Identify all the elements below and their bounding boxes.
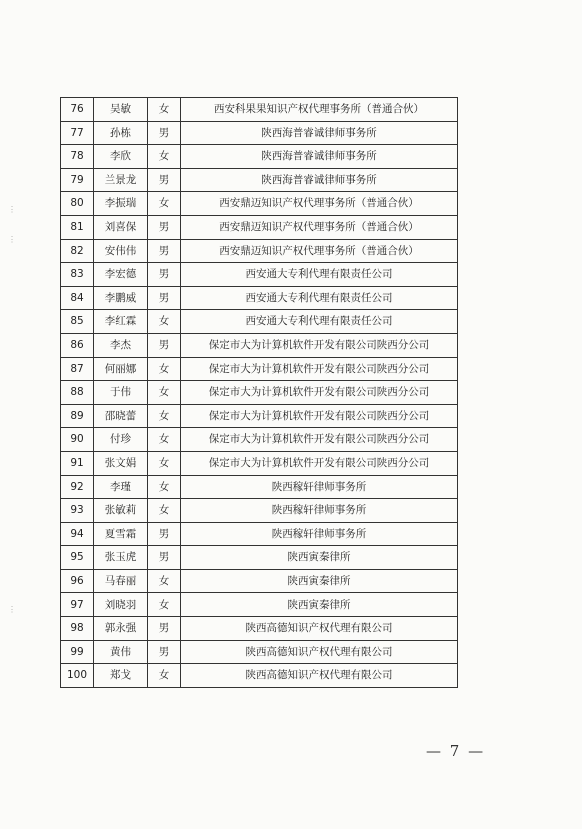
name-cell: 李瑾	[94, 475, 148, 499]
name-cell: 张敏莉	[94, 499, 148, 523]
table-row	[61, 333, 458, 357]
row-number-cell: 98	[61, 617, 94, 641]
gender-cell: 男	[148, 333, 181, 357]
table-row	[61, 192, 458, 216]
organization-cell: 西安通大专利代理有限责任公司	[181, 310, 458, 334]
row-number-cell: 99	[61, 640, 94, 664]
name-cell: 张玉虎	[94, 546, 148, 570]
name-cell: 何丽娜	[94, 357, 148, 381]
name-cell: 刘晓羽	[94, 593, 148, 617]
row-number-cell: 76	[61, 98, 94, 122]
table-row	[61, 98, 458, 122]
scan-margin-mark: ⋮	[8, 605, 16, 614]
organization-cell: 陕西稼轩律师事务所	[181, 522, 458, 546]
name-cell: 李鹏威	[94, 286, 148, 310]
row-number-cell: 82	[61, 239, 94, 263]
row-number-cell: 96	[61, 569, 94, 593]
name-cell: 孙栋	[94, 121, 148, 145]
table-row	[61, 145, 458, 169]
table-row	[61, 546, 458, 570]
name-cell: 于伟	[94, 381, 148, 405]
gender-cell: 男	[148, 640, 181, 664]
name-cell: 邵晓蕾	[94, 404, 148, 428]
table-row	[61, 286, 458, 310]
row-number-cell: 78	[61, 145, 94, 169]
row-number-cell: 77	[61, 121, 94, 145]
organization-cell: 陕西海普睿诚律师事务所	[181, 168, 458, 192]
row-number-cell: 92	[61, 475, 94, 499]
scan-margin-mark: ⋮	[8, 235, 16, 244]
gender-cell: 男	[148, 168, 181, 192]
gender-cell: 男	[148, 263, 181, 287]
organization-cell: 西安鼎迈知识产权代理事务所（普通合伙）	[181, 215, 458, 239]
row-number-cell: 83	[61, 263, 94, 287]
gender-cell: 男	[148, 617, 181, 641]
gender-cell: 男	[148, 546, 181, 570]
table-row	[61, 451, 458, 475]
page-number: — 7 —	[426, 742, 486, 760]
organization-cell: 西安科果果知识产权代理事务所（普通合伙）	[181, 98, 458, 122]
row-number-cell: 87	[61, 357, 94, 381]
row-number-cell: 94	[61, 522, 94, 546]
organization-cell: 陕西高德知识产权代理有限公司	[181, 617, 458, 641]
gender-cell: 女	[148, 451, 181, 475]
row-number-cell: 86	[61, 333, 94, 357]
table-row	[61, 310, 458, 334]
gender-cell: 女	[148, 499, 181, 523]
gender-cell: 男	[148, 286, 181, 310]
name-cell: 付珍	[94, 428, 148, 452]
gender-cell: 女	[148, 593, 181, 617]
row-number-cell: 93	[61, 499, 94, 523]
table-row	[61, 499, 458, 523]
row-number-cell: 79	[61, 168, 94, 192]
row-number-cell: 95	[61, 546, 94, 570]
organization-cell: 保定市大为计算机软件开发有限公司陕西分公司	[181, 381, 458, 405]
organization-cell: 保定市大为计算机软件开发有限公司陕西分公司	[181, 428, 458, 452]
table-row	[61, 569, 458, 593]
gender-cell: 女	[148, 569, 181, 593]
gender-cell: 女	[148, 310, 181, 334]
table-row	[61, 522, 458, 546]
name-cell: 李宏德	[94, 263, 148, 287]
row-number-cell: 89	[61, 404, 94, 428]
organization-cell: 陕西寅秦律所	[181, 546, 458, 570]
roster-table-body	[61, 98, 458, 688]
table-row	[61, 475, 458, 499]
roster-table	[60, 97, 458, 688]
table-row	[61, 428, 458, 452]
organization-cell: 陕西稼轩律师事务所	[181, 475, 458, 499]
gender-cell: 女	[148, 664, 181, 688]
gender-cell: 男	[148, 121, 181, 145]
table-row	[61, 404, 458, 428]
organization-cell: 西安通大专利代理有限责任公司	[181, 286, 458, 310]
organization-cell: 西安鼎迈知识产权代理事务所（普通合伙）	[181, 239, 458, 263]
name-cell: 马春丽	[94, 569, 148, 593]
row-number-cell: 80	[61, 192, 94, 216]
table-row	[61, 168, 458, 192]
name-cell: 李振瑞	[94, 192, 148, 216]
row-number-cell: 81	[61, 215, 94, 239]
name-cell: 兰景龙	[94, 168, 148, 192]
table-row	[61, 121, 458, 145]
organization-cell: 保定市大为计算机软件开发有限公司陕西分公司	[181, 357, 458, 381]
gender-cell: 女	[148, 475, 181, 499]
gender-cell: 女	[148, 428, 181, 452]
scan-margin-mark: ⋮	[8, 205, 16, 214]
name-cell: 夏雪霜	[94, 522, 148, 546]
table-row	[61, 215, 458, 239]
organization-cell: 西安鼎迈知识产权代理事务所（普通合伙）	[181, 192, 458, 216]
table-row	[61, 381, 458, 405]
organization-cell: 保定市大为计算机软件开发有限公司陕西分公司	[181, 333, 458, 357]
name-cell: 李欣	[94, 145, 148, 169]
gender-cell: 男	[148, 215, 181, 239]
gender-cell: 女	[148, 357, 181, 381]
organization-cell: 保定市大为计算机软件开发有限公司陕西分公司	[181, 404, 458, 428]
name-cell: 李杰	[94, 333, 148, 357]
organization-cell: 陕西寅秦律所	[181, 593, 458, 617]
row-number-cell: 85	[61, 310, 94, 334]
gender-cell: 女	[148, 381, 181, 405]
table-row	[61, 263, 458, 287]
gender-cell: 女	[148, 98, 181, 122]
table-row	[61, 617, 458, 641]
row-number-cell: 97	[61, 593, 94, 617]
name-cell: 黄伟	[94, 640, 148, 664]
table-row	[61, 357, 458, 381]
gender-cell: 女	[148, 145, 181, 169]
row-number-cell: 90	[61, 428, 94, 452]
name-cell: 吴敏	[94, 98, 148, 122]
row-number-cell: 84	[61, 286, 94, 310]
gender-cell: 男	[148, 239, 181, 263]
organization-cell: 陕西高德知识产权代理有限公司	[181, 640, 458, 664]
name-cell: 郭永强	[94, 617, 148, 641]
organization-cell: 西安通大专利代理有限责任公司	[181, 263, 458, 287]
organization-cell: 陕西高德知识产权代理有限公司	[181, 664, 458, 688]
table-row	[61, 640, 458, 664]
name-cell: 刘喜保	[94, 215, 148, 239]
gender-cell: 女	[148, 404, 181, 428]
name-cell: 李红霖	[94, 310, 148, 334]
table-row	[61, 593, 458, 617]
name-cell: 郑戈	[94, 664, 148, 688]
organization-cell: 陕西海普睿诚律师事务所	[181, 145, 458, 169]
organization-cell: 陕西海普睿诚律师事务所	[181, 121, 458, 145]
row-number-cell: 91	[61, 451, 94, 475]
row-number-cell: 88	[61, 381, 94, 405]
organization-cell: 保定市大为计算机软件开发有限公司陕西分公司	[181, 451, 458, 475]
table-row	[61, 239, 458, 263]
table-row	[61, 664, 458, 688]
organization-cell: 陕西稼轩律师事务所	[181, 499, 458, 523]
organization-cell: 陕西寅秦律所	[181, 569, 458, 593]
gender-cell: 女	[148, 192, 181, 216]
name-cell: 张文娟	[94, 451, 148, 475]
gender-cell: 男	[148, 522, 181, 546]
name-cell: 安伟伟	[94, 239, 148, 263]
row-number-cell: 100	[61, 664, 94, 688]
